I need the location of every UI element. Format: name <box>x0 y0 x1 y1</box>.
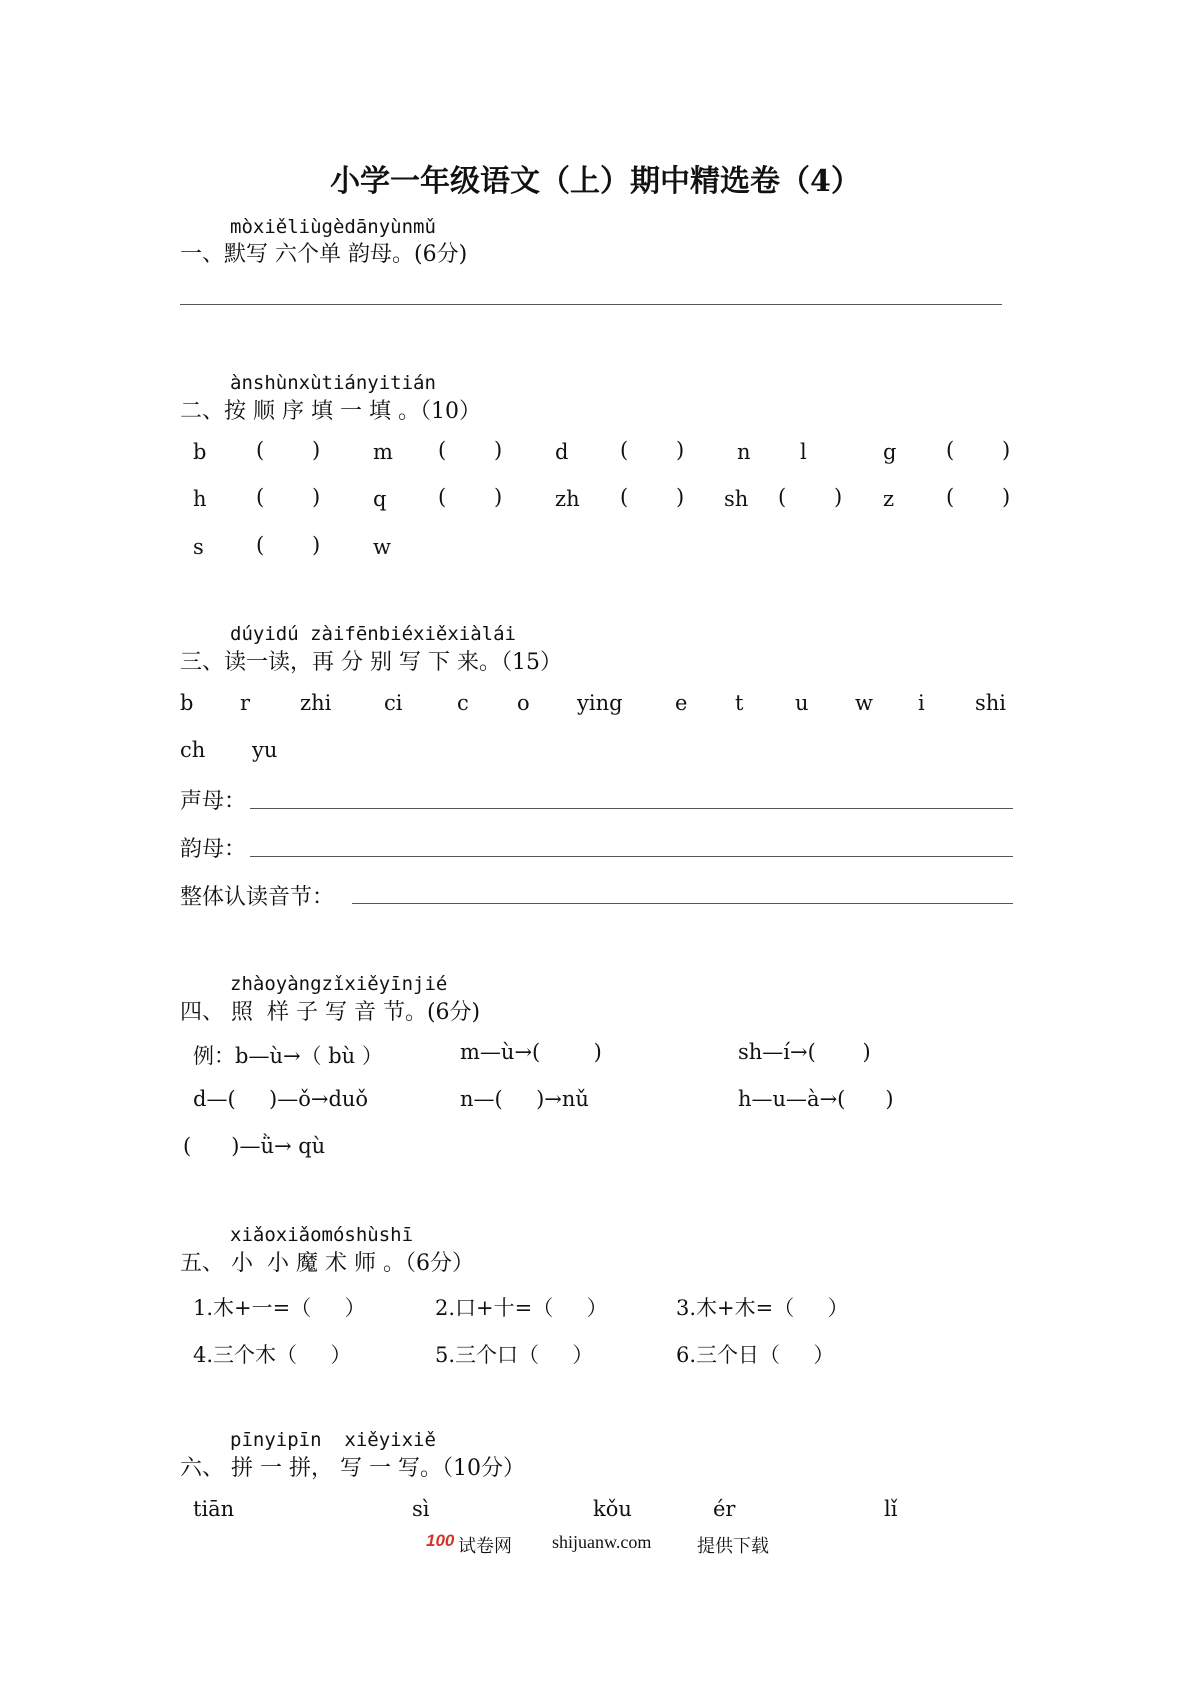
logo-100-icon: 100 <box>426 1531 455 1550</box>
fill-item[interactable]: h—u—à→( ) <box>738 1087 894 1111</box>
letter-z: z <box>883 487 895 511</box>
shengmu-label: 声母： <box>180 789 247 814</box>
section2-heading: 二、按 顺 序 填 一 填 。（10） <box>180 399 481 424</box>
letter-n: n <box>737 440 751 464</box>
syllable: ch <box>180 738 206 762</box>
syllable: c <box>457 691 469 715</box>
magic-item[interactable]: 1.木+一=（ ） <box>193 1296 366 1320</box>
letter-q: q <box>373 487 387 511</box>
letter-s: s <box>193 535 204 559</box>
paren-open[interactable]: ( <box>620 438 629 462</box>
footer-domain[interactable]: shijuanw.com <box>552 1532 652 1552</box>
letter-zh: zh <box>555 487 580 511</box>
letter-d: d <box>555 440 569 464</box>
syllable: ci <box>384 691 403 715</box>
fill-item[interactable]: ( )—ǜ→ qù <box>183 1134 326 1158</box>
section1-heading: 一、默写 六个单 韵母。(6分) <box>180 242 468 267</box>
paren-close: ) <box>834 485 843 509</box>
paren-open[interactable]: ( <box>946 485 955 509</box>
syllable: u <box>795 691 809 715</box>
magic-item[interactable]: 5.三个口（ ） <box>435 1343 594 1367</box>
letter-w: w <box>373 535 391 559</box>
paren-close: ) <box>494 485 503 509</box>
letter-h: h <box>193 487 207 511</box>
magic-item[interactable]: 2.口+十=（ ） <box>435 1296 608 1320</box>
syllable: i <box>918 691 925 715</box>
paren-close: ) <box>312 533 321 557</box>
pinyin-word: ér <box>713 1497 736 1521</box>
syllable: ying <box>577 691 623 715</box>
example-item: 例：b—ù→（ bù ） <box>193 1044 383 1068</box>
magic-item[interactable]: 6.三个日（ ） <box>676 1343 835 1367</box>
pinyin-word: tiān <box>193 1497 235 1521</box>
paren-open[interactable]: ( <box>256 438 265 462</box>
letter-sh: sh <box>724 487 749 511</box>
letter-m: m <box>373 440 393 464</box>
paren-close: ) <box>676 485 685 509</box>
paren-open[interactable]: ( <box>620 485 629 509</box>
fill-item[interactable]: m—ù→( ) <box>460 1040 602 1064</box>
zhengti-label: 整体认读音节： <box>180 885 335 910</box>
paren-open[interactable]: ( <box>256 533 265 557</box>
magic-item[interactable]: 4.三个木（ ） <box>193 1343 352 1367</box>
letter-b: b <box>193 440 207 464</box>
section5-pinyin: xiǎoxiǎomóshùshī <box>230 1224 414 1246</box>
paren-close: ) <box>312 485 321 509</box>
syllable: r <box>240 691 251 715</box>
paren-close: ) <box>1002 485 1011 509</box>
section3-heading: 三、读一读，再 分 别 写 下 来。（15） <box>180 650 562 675</box>
section1-answer-line[interactable] <box>180 304 1002 305</box>
fill-item[interactable]: d—( )—ǒ→duǒ <box>193 1087 369 1111</box>
yunmu-answer-line[interactable] <box>250 856 1013 857</box>
section5-heading: 五、 小 小 魔 术 师 。（6分） <box>180 1251 474 1276</box>
paren-open[interactable]: ( <box>946 438 955 462</box>
paren-open[interactable]: ( <box>438 438 447 462</box>
magic-item[interactable]: 3.木+木=（ ） <box>676 1296 849 1320</box>
pinyin-word: lǐ <box>884 1497 898 1521</box>
footer-site-name: 试卷网 <box>458 1536 512 1556</box>
yunmu-label: 韵母： <box>180 837 247 862</box>
paren-open[interactable]: ( <box>438 485 447 509</box>
paren-close: ) <box>312 438 321 462</box>
section4-heading: 四、 照 样 子 写 音 节。(6分) <box>180 1000 481 1025</box>
pinyin-word: kǒu <box>593 1497 632 1521</box>
section6-pinyin: pīnyipīn xiěyixiě <box>230 1429 436 1451</box>
paren-close: ) <box>676 438 685 462</box>
paren-close: ) <box>494 438 503 462</box>
section1-pinyin: mòxiěliùgèdānyùnmǔ <box>230 216 436 238</box>
syllable: zhi <box>300 691 332 715</box>
paren-open[interactable]: ( <box>256 485 265 509</box>
section2-pinyin: ànshùnxùtiányitián <box>230 372 436 394</box>
syllable: o <box>517 691 530 715</box>
section3-pinyin: dúyidú zàifēnbiéxiěxiàlái <box>230 623 516 645</box>
paren-close: ) <box>1002 438 1011 462</box>
section6-heading: 六、 拼 一 拼， 写 一 写。（10分） <box>180 1456 525 1481</box>
syllable: b <box>180 691 194 715</box>
shengmu-answer-line[interactable] <box>250 808 1013 809</box>
footer-note: 提供下载 <box>697 1536 769 1556</box>
syllable: e <box>675 691 688 715</box>
zhengti-answer-line[interactable] <box>352 903 1013 904</box>
page-title: 小学一年级语文（上）期中精选卷（4） <box>330 164 861 199</box>
fill-item[interactable]: sh—í→( ) <box>738 1040 871 1064</box>
syllable: t <box>735 691 744 715</box>
syllable: yu <box>252 738 278 762</box>
paren-open[interactable]: ( <box>778 485 787 509</box>
fill-item[interactable]: n—( )→nǔ <box>460 1087 589 1111</box>
pinyin-word: sì <box>412 1497 430 1521</box>
letter-g: g <box>883 440 897 464</box>
section4-pinyin: zhàoyàngzǐxiěyīnjié <box>230 973 448 995</box>
syllable: w <box>855 691 873 715</box>
syllable: shi <box>975 691 1007 715</box>
letter-l: l <box>800 440 807 464</box>
